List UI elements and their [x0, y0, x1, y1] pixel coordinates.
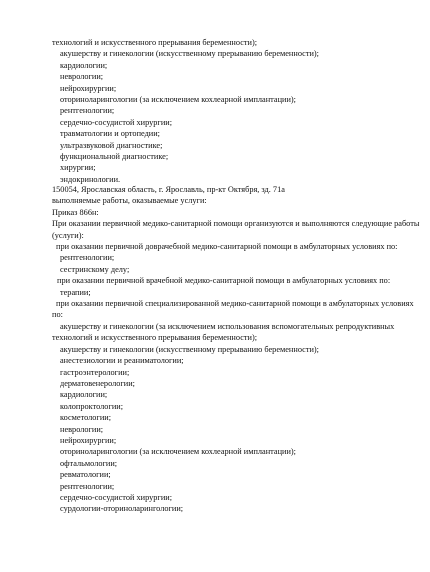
section-specialized: при оказании первичной специализированной медико-санитарной помощи в амбулаторных условиях по: — [52, 299, 414, 320]
license-block-1 — [0, 37, 430, 185]
list-item: оториноларингологии (за исключением кохлеарной имплантации); — [60, 95, 296, 105]
list-item: нейрохирургии; — [60, 435, 117, 445]
list-item: дерматовенерологии; — [60, 378, 135, 388]
list-item: кардиологии; — [60, 390, 108, 400]
list-item: эндокринологии. — [60, 174, 121, 184]
list-item: функциональной диагностике; — [60, 152, 169, 162]
list-item: сердечно-сосудистой хирургии; — [60, 117, 172, 127]
list-item: нейрохирургии; — [60, 83, 117, 93]
list-item: хирургии; — [60, 163, 96, 173]
list-item: сурдологии-оториноларингологии; — [60, 504, 184, 514]
list-item: акушерству и гинекологии (за исключением использования вспомогательных репродуктивных технологий и искусственного прерывания беременности); — [52, 321, 395, 343]
list-item: сестринскому делу; — [60, 264, 130, 274]
continued-line: технологий и искусственного прерывания беременности); — [52, 38, 258, 47]
list-item: сердечно-сосудистой хирургии; — [60, 492, 172, 502]
list-item: офтальмологии; — [60, 458, 118, 468]
list-item: акушерству и гинекологии (искусственному прерыванию беременности); — [60, 49, 319, 59]
list-item: неврологии; — [60, 72, 104, 82]
list-item: неврологии; — [60, 424, 104, 434]
license-block-2 — [0, 184, 430, 515]
section-doctor: при оказании первичной врачебной медико-санитарной помощи в амбулаторных условиях по: — [57, 276, 391, 286]
list-item: косметологии; — [60, 413, 112, 423]
list-item: акушерству и гинекологии (искусственному прерыванию беременности); — [60, 344, 319, 354]
list-item: кардиологии; — [60, 60, 108, 70]
section-pre-doctor: при оказании первичной доврачебной медико-санитарной помощи в амбулаторных условиях по: — [56, 242, 398, 252]
address: 150054, Ярославская область, г. Ярославль, пр-кт Октября, зд. 71а — [52, 185, 285, 194]
list-item: оториноларингологии (за исключением кохлеарной имплантации); — [60, 447, 296, 457]
list-item: анестезиологии и реаниматологии; — [60, 356, 184, 366]
list-item: рентгенологии; — [60, 106, 115, 116]
list-item: ультразвуковой диагностике; — [60, 140, 163, 150]
works-label: выполняемые работы, оказываемые услуги: — [52, 196, 207, 206]
list-item: терапии; — [60, 287, 91, 297]
order-number: Приказ 866н: — [52, 207, 99, 217]
list-item: травматологии и ортопедии; — [60, 129, 160, 139]
list-item: гастроэнтерологии; — [60, 367, 130, 377]
intro-paragraph: При оказании первичной медико-санитарной помощи организуются и выполняются следующие работы (услуги): — [52, 219, 420, 240]
list-item: рентгенологии; — [60, 253, 115, 263]
list-item: колопроктологии; — [60, 401, 124, 411]
list-item: ревматологии; — [60, 470, 111, 480]
list-item: рентгенологии; — [60, 481, 115, 491]
